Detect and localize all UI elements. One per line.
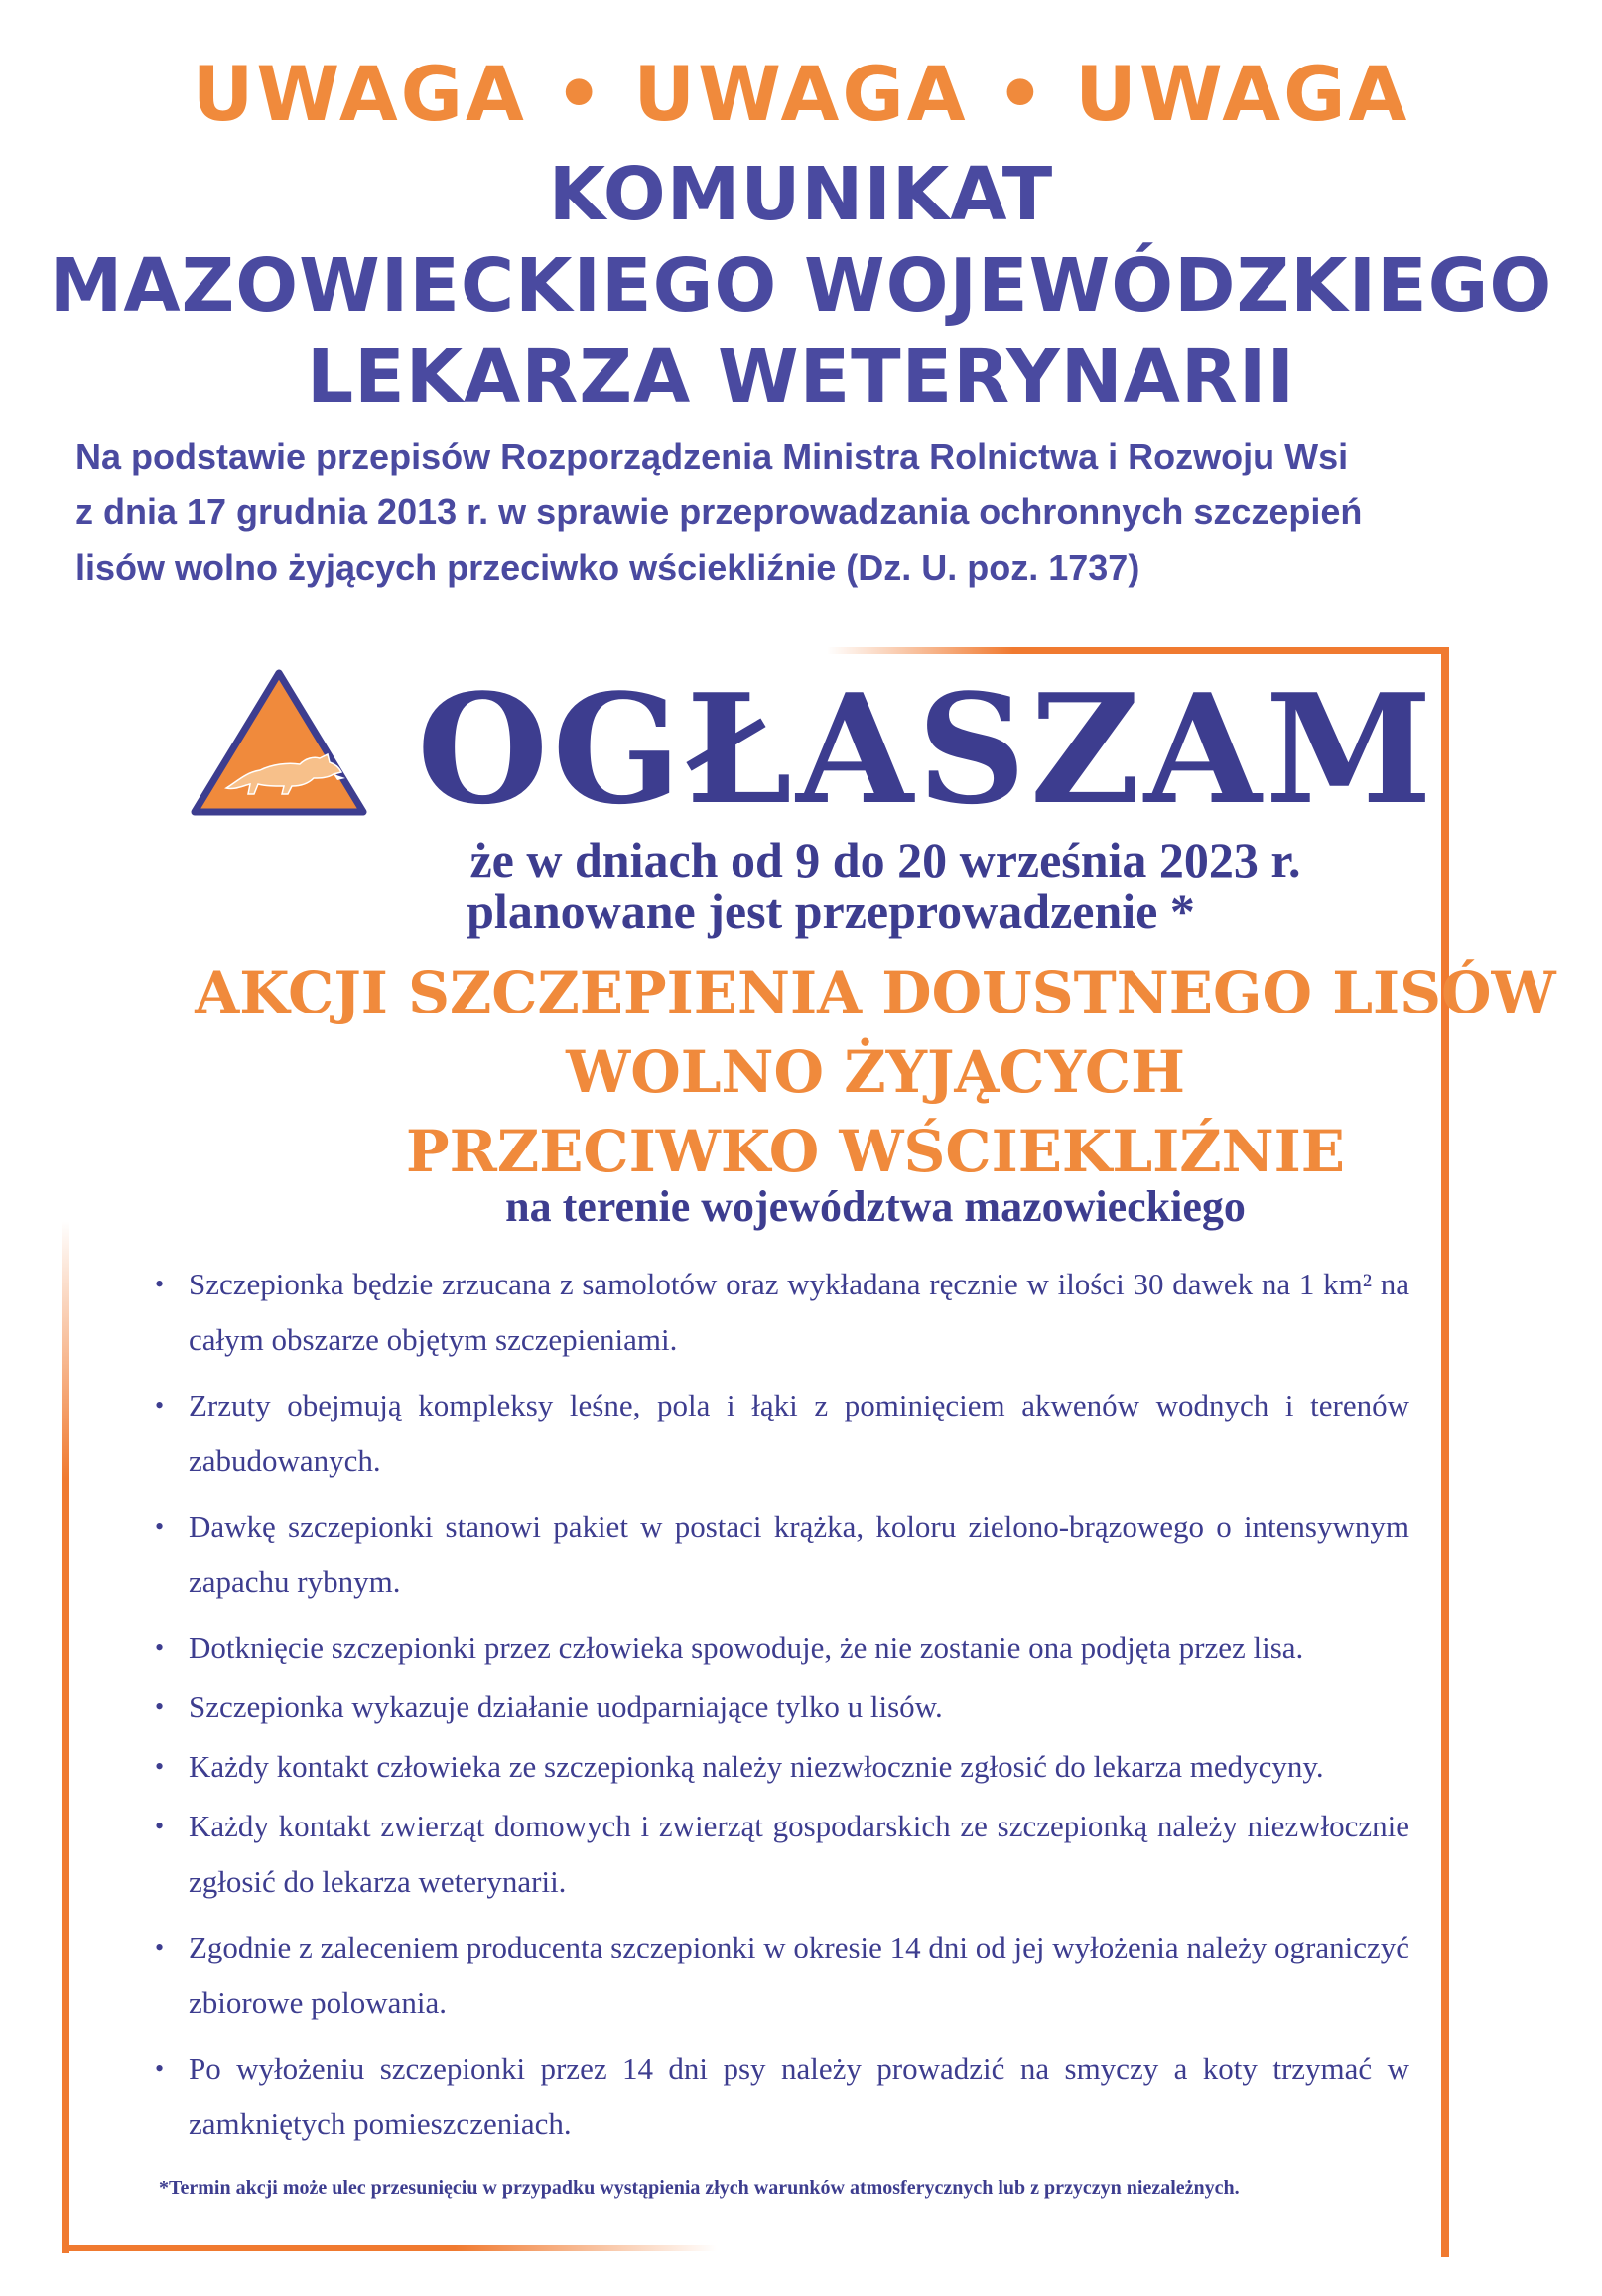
list-item — [149, 1680, 1409, 1735]
footnote: *Termin akcji może ulec przesunięciu w przypadku wystąpienia złych warunków atmosferycznych lub z przyczyn niezależnych. — [159, 2177, 1240, 2199]
alert-word: UWAGA — [192, 50, 527, 138]
alert-word: UWAGA — [633, 50, 969, 138]
list-item — [149, 1257, 1409, 1368]
information-list — [149, 1257, 1409, 2162]
list-item — [149, 1499, 1409, 1610]
title-line: KOMUNIKAT — [548, 152, 1054, 237]
list-item-text: Szczepionka będzie zrzucana z samolotów oraz wykładana ręcznie w ilości 30 dawek na 1 km² na całym obszarze objętym szczepieniami. — [189, 1267, 1409, 1357]
action-line: WOLNO ŻYJĄCYCH — [566, 1038, 1185, 1106]
action-line: PRZECIWKO WŚCIEKLIŹNIE — [406, 1118, 1345, 1185]
list-item-text: Szczepionka wykazuje działanie uodparniające tylko u lisów. — [189, 1689, 943, 1724]
list-item — [149, 2041, 1409, 2152]
alert-separator: • — [996, 50, 1048, 138]
frame-border-top — [827, 647, 1448, 654]
legal-basis — [75, 429, 1535, 596]
bullet: • — [155, 1391, 165, 1419]
title-line: LEKARZA WETERYNARII — [307, 335, 1295, 420]
bullet: • — [155, 1933, 165, 1961]
legal-line: z dnia 17 grudnia 2013 r. w sprawie przeprowadzania ochronnych szczepień — [75, 491, 1363, 532]
planned-line: planowane jest przeprowadzenie * — [467, 883, 1195, 939]
list-item — [149, 1739, 1409, 1795]
list-item-text: Każdy kontakt człowieka ze szczepionką należy niezwłocznie zgłosić do lekarza medycyny. — [189, 1749, 1324, 1784]
legal-line: lisów wolno żyjących przeciwko wściekliźnie (Dz. U. poz. 1737) — [75, 547, 1140, 588]
alert-word: UWAGA — [1075, 50, 1410, 138]
region-line: na terenie województwa mazowieckiego — [505, 1182, 1246, 1231]
list-item-text: Dawkę szczepionki stanowi pakiet w postaci krążka, koloru zielono-brązowego o intensywnym zapachu rybnym. — [189, 1509, 1409, 1599]
bullet: • — [155, 1812, 165, 1840]
bullet: • — [155, 2054, 165, 2083]
list-item-text: Po wyłożeniu szczepionki przez 14 dni psy należy prowadzić na smyczy a koty trzymać w zamkniętych pomieszczeniach. — [189, 2051, 1409, 2141]
bullet: • — [155, 1512, 165, 1541]
legal-line: Na podstawie przepisów Rozporządzenia Ministra Rolnictwa i Rozwoju Wsi — [75, 436, 1349, 476]
list-item — [149, 1378, 1409, 1489]
bullet: • — [155, 1752, 165, 1781]
title-line: MAZOWIECKIEGO WOJEWÓDZKIEGO — [49, 243, 1553, 329]
list-item — [149, 1799, 1409, 1910]
bullet: • — [155, 1692, 165, 1721]
list-item-text: Zrzuty obejmują kompleksy leśne, pola i łąki z pominięciem akwenów wodnych i terenów zabudowanych. — [189, 1388, 1409, 1478]
announcement-title — [0, 149, 1602, 423]
action-title — [0, 953, 1602, 1191]
alert-banner — [0, 50, 1602, 138]
list-item-text: Zgodnie z zaleceniem producenta szczepionki w okresie 14 dni od jej wyłożenia należy ograniczyć zbiorowe polowania. — [189, 1930, 1410, 2020]
list-item — [149, 1620, 1409, 1676]
list-item-text: Dotknięcie szczepionki przez człowieka spowoduje, że nie zostanie ona podjęta przez lisa. — [189, 1630, 1304, 1665]
alert-separator: • — [554, 50, 606, 138]
frame-border-bottom — [62, 2245, 717, 2251]
fox-warning-icon — [189, 667, 369, 818]
bullet: • — [155, 1633, 165, 1662]
dates-line: że w dniach od 9 do 20 września 2023 r. — [469, 832, 1301, 887]
announce-heading: OGŁASZAM — [417, 660, 1436, 838]
list-item-text: Każdy kontakt zwierząt domowych i zwierząt gospodarskich ze szczepionką należy niezwłocznie zgłosić do lekarza weterynarii. — [189, 1809, 1409, 1899]
frame-border-left — [62, 1221, 69, 2253]
bullet: • — [155, 1270, 165, 1298]
action-line: AKCJI SZCZEPIENIA DOUSTNEGO LISÓW — [195, 959, 1556, 1026]
list-item — [149, 1920, 1409, 2031]
